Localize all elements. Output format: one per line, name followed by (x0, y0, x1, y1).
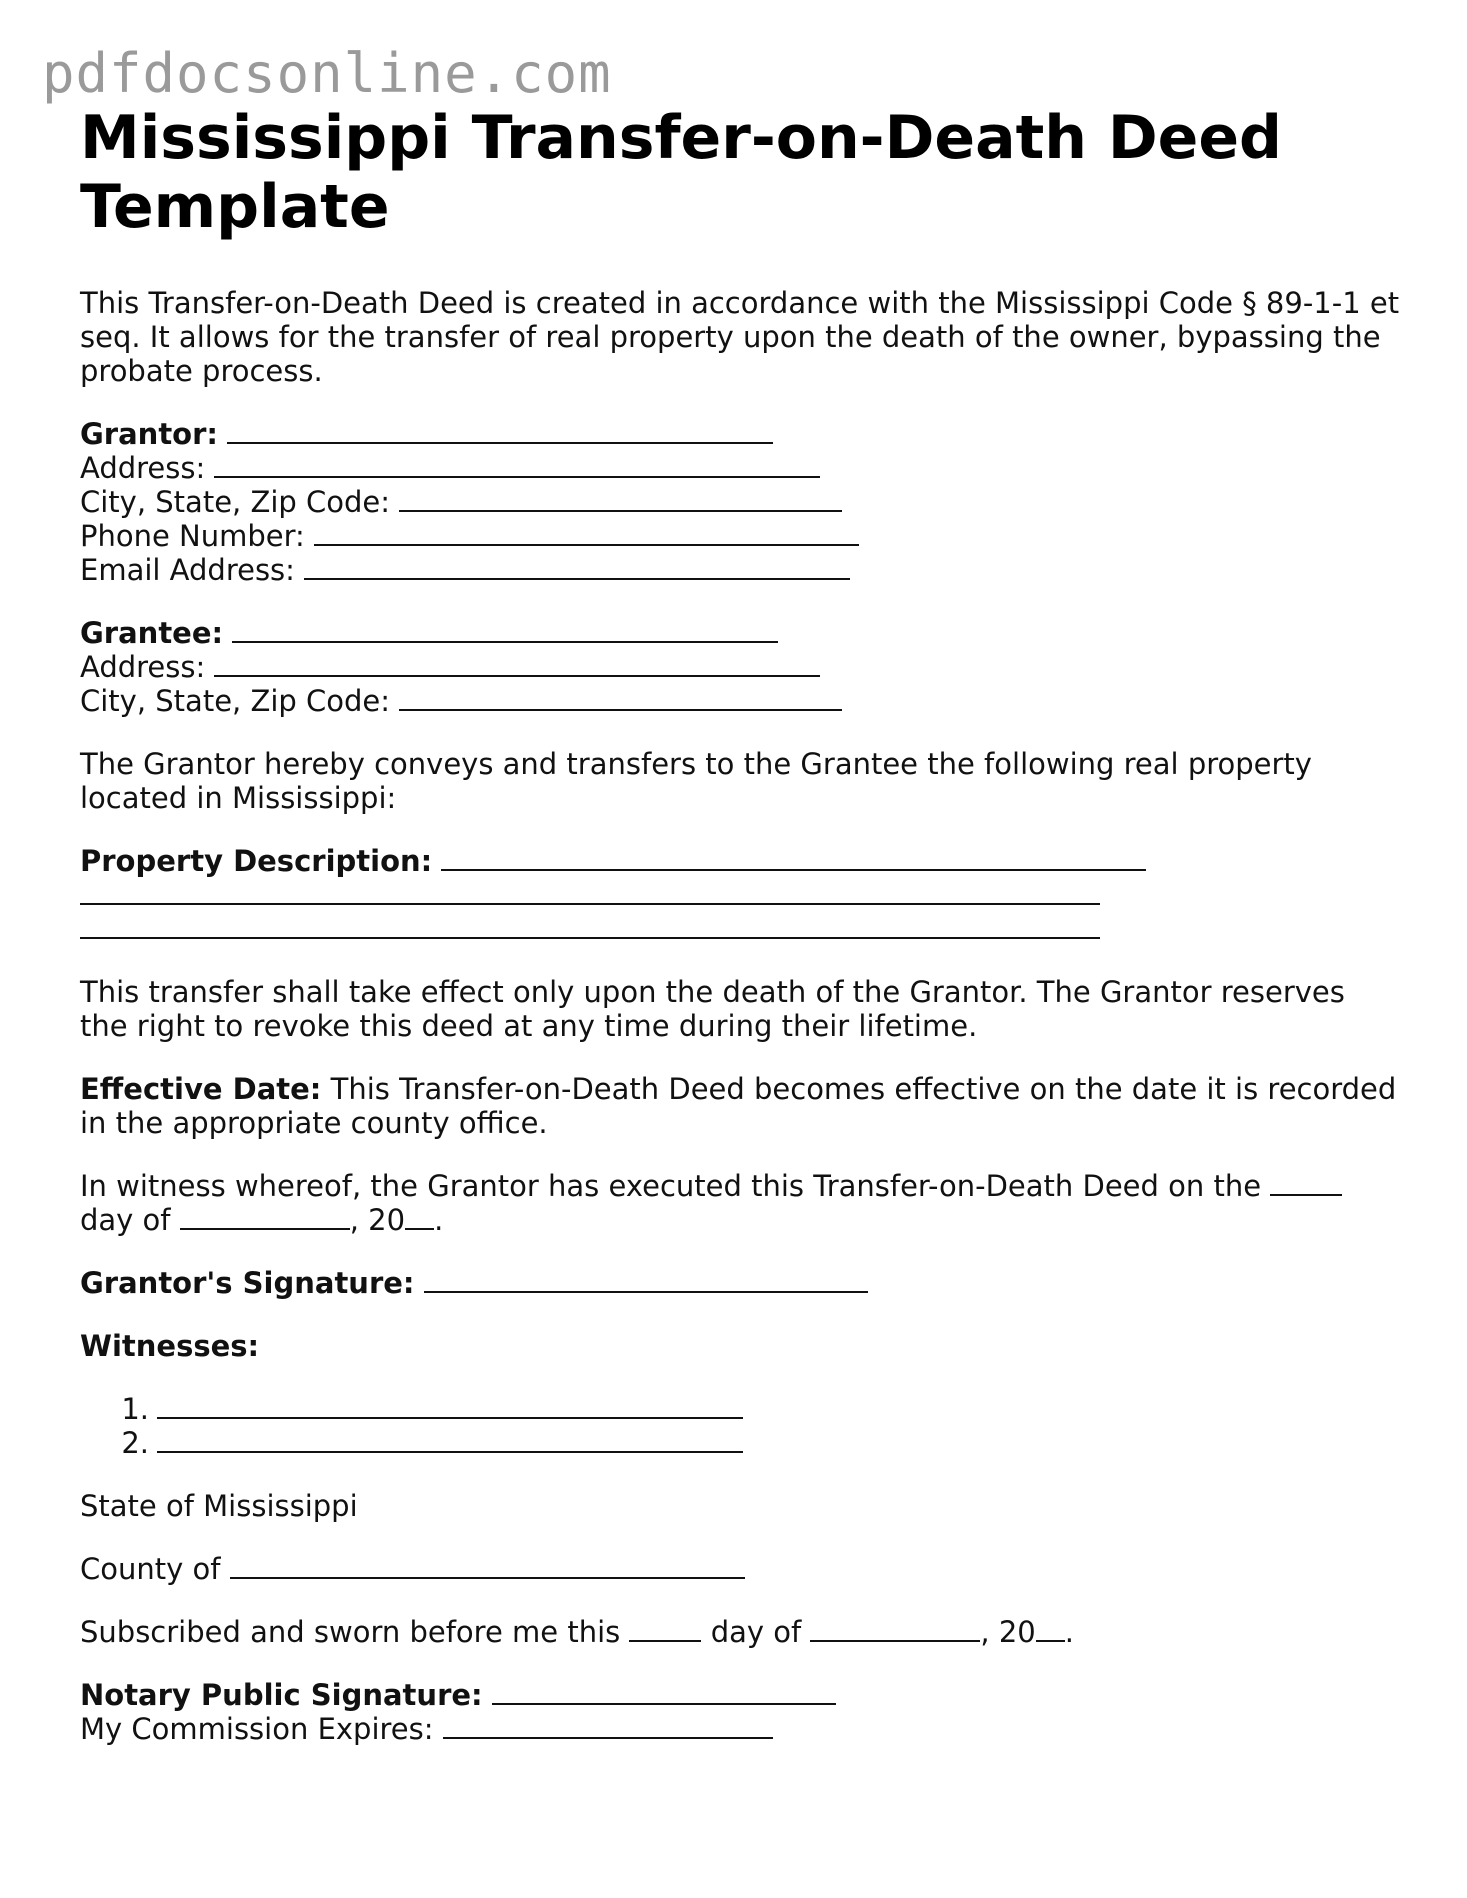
notary-signature-blank[interactable] (492, 1679, 836, 1705)
subscribed-day-of: day of (710, 1615, 802, 1649)
grantee-city-blank[interactable] (399, 685, 842, 711)
grantor-name-blank[interactable] (227, 418, 773, 444)
property-blank-2[interactable] (80, 879, 1100, 905)
notary-signature-label: Notary Public Signature: (80, 1678, 483, 1712)
witness-month-blank[interactable] (180, 1204, 350, 1230)
witness-2-blank[interactable] (157, 1427, 743, 1453)
grantor-city-blank[interactable] (399, 486, 842, 512)
witness-clause-end: . (434, 1203, 444, 1237)
grantee-address-blank[interactable] (214, 651, 820, 677)
site-watermark: pdfdocsonline.com (42, 42, 612, 105)
document-body (80, 104, 1400, 1746)
property-section (80, 844, 1400, 946)
notary-section (80, 1678, 1400, 1746)
subscribed-end: . (1064, 1615, 1074, 1649)
witness-day-of: day of (80, 1203, 171, 1237)
grantor-email-label: Email Address: (80, 553, 295, 587)
subscribed-line (80, 1615, 1400, 1649)
county-label: County of (80, 1552, 221, 1586)
subscribed-year-blank[interactable] (1036, 1616, 1065, 1642)
grantee-section (80, 616, 1400, 718)
intro-paragraph: This Transfer-on-Death Deed is created in accordance with the Mississippi Code § 89-1-1 et seq. It allows for the transfer of real property upon the death of the owner, bypassing the probate process. (80, 286, 1400, 388)
grantee-address-label: Address: (80, 650, 206, 684)
document-title: Mississippi Transfer-on-Death Deed Template (80, 103, 1282, 242)
property-blank-1[interactable] (441, 845, 1146, 871)
grantor-email-blank[interactable] (304, 554, 850, 580)
grantor-signature-blank[interactable] (424, 1267, 868, 1293)
witness-number-1: 1. (121, 1392, 149, 1426)
subscribed-day-blank[interactable] (629, 1616, 701, 1642)
effective-date-label: Effective Date: (80, 1072, 322, 1106)
witness-list (80, 1392, 1400, 1460)
witnesses-heading: Witnesses: (80, 1329, 260, 1363)
conveyance-paragraph: The Grantor hereby conveys and transfers to the Grantee the following real property located in Mississippi: (80, 747, 1312, 815)
list-item (117, 1392, 1400, 1426)
property-blank-3[interactable] (80, 913, 1100, 939)
grantor-address-label: Address: (80, 451, 206, 485)
grantor-heading: Grantor: (80, 417, 219, 451)
witness-clause-prefix: In witness whereof, the Grantor has executed this Transfer-on-Death Deed on the (80, 1169, 1262, 1203)
witness-year-blank[interactable] (405, 1204, 434, 1230)
subscribed-prefix: Subscribed and sworn before me this (80, 1615, 621, 1649)
state-line: State of Mississippi (80, 1489, 358, 1523)
witness-year-prefix: , 20 (349, 1203, 406, 1237)
grantor-address-blank[interactable] (214, 452, 820, 478)
grantor-signature-label: Grantor's Signature: (80, 1266, 415, 1300)
grantee-heading: Grantee: (80, 616, 224, 650)
grantor-phone-blank[interactable] (314, 520, 859, 546)
witness-1-blank[interactable] (157, 1393, 743, 1419)
subscribed-year-prefix: , 20 (980, 1615, 1036, 1649)
witness-number-2: 2. (121, 1426, 149, 1460)
effective-date-text: This Transfer-on-Death Deed becomes effective on the date it is recorded in the appropriate county office. (80, 1072, 1397, 1140)
grantor-city-label: City, State, Zip Code: (80, 485, 391, 519)
property-label: Property Description: (80, 844, 433, 878)
witness-clause (80, 1169, 1400, 1237)
grantor-phone-label: Phone Number: (80, 519, 305, 553)
commission-expires-blank[interactable] (443, 1713, 773, 1739)
county-blank[interactable] (230, 1553, 745, 1579)
grantee-city-label: City, State, Zip Code: (80, 684, 391, 718)
list-item (117, 1426, 1400, 1460)
condition-paragraph: This transfer shall take effect only upon the death of the Grantor. The Grantor reserves the right to revoke this deed at any time during their lifetime. (80, 975, 1345, 1043)
subscribed-month-blank[interactable] (810, 1616, 980, 1642)
grantor-section (80, 417, 1400, 587)
commission-expires-label: My Commission Expires: (80, 1712, 434, 1746)
effective-date-paragraph (80, 1072, 1400, 1140)
grantee-name-blank[interactable] (232, 617, 778, 643)
witness-day-blank[interactable] (1270, 1170, 1342, 1196)
